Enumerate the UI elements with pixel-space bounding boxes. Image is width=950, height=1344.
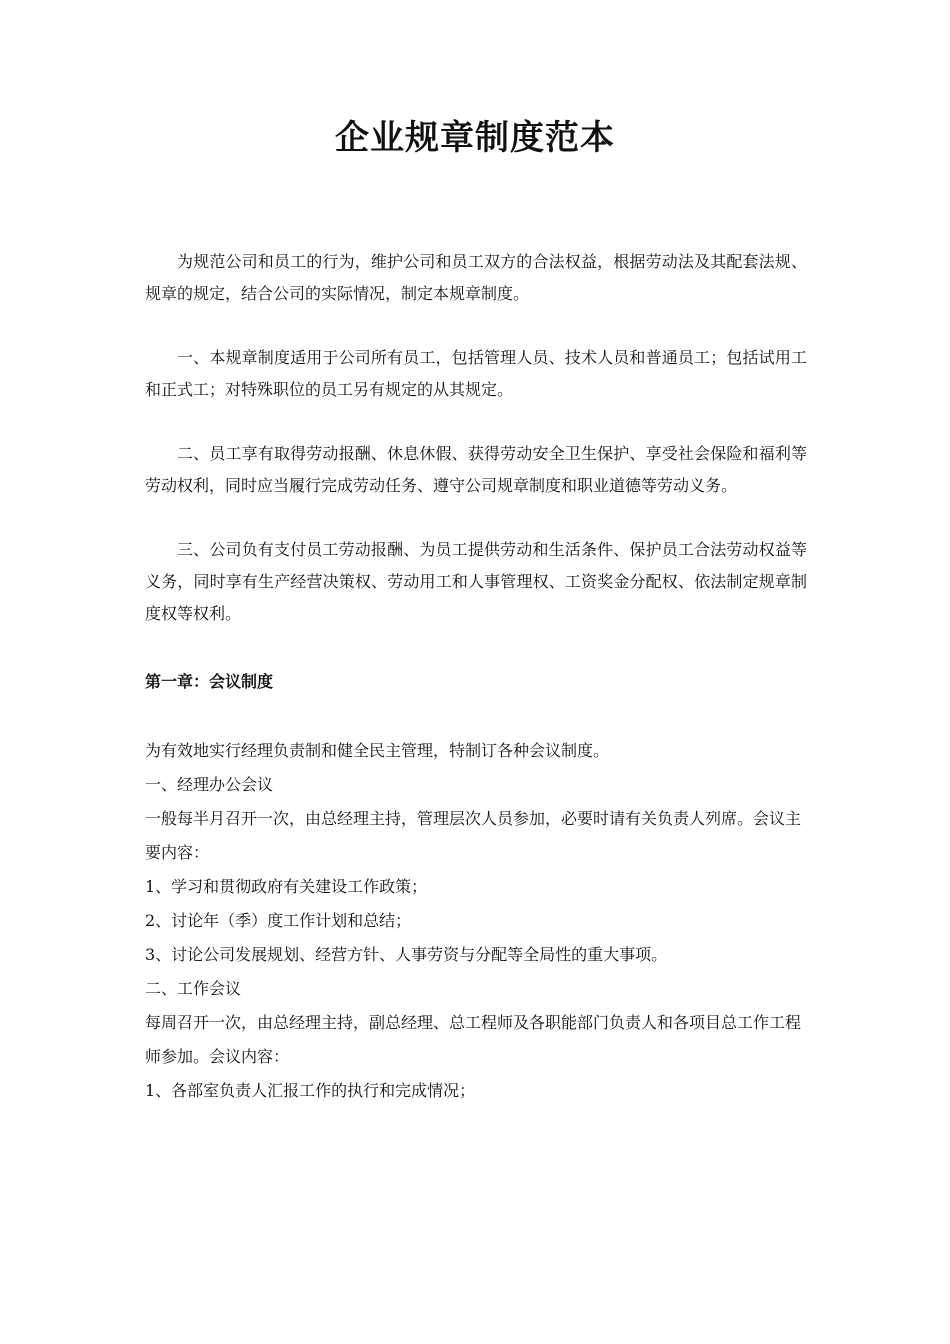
chapter-intro: 为有效地实行经理负责制和健全民主管理，特制订各种会议制度。	[145, 741, 610, 760]
list-item: 1、各部室负责人汇报工作的执行和完成情况；	[145, 1081, 476, 1100]
document-title: 企业规章制度范本	[335, 118, 615, 158]
document-body	[145, 246, 807, 1108]
section-description: 一般每半月召开一次，由总经理主持，管理层次人员参加，必要时请有关负责人列席。会议主要内容：	[145, 809, 802, 862]
section-manager-meeting	[145, 768, 807, 972]
rule-paragraph-scope: 一、本规章制度适用于公司所有员工，包括管理人员、技术人员和普通员工；包括试用工和正式工；对特殊职位的员工另有规定的从其规定。	[145, 348, 807, 399]
list-item: 3、讨论公司发展规划、经营方针、人事劳资与分配等全局性的重大事项。	[145, 945, 668, 964]
chapter-heading: 第一章：会议制度	[145, 672, 274, 691]
section-title: 二、工作会议	[145, 979, 242, 998]
list-item: 2、讨论年（季）度工作计划和总结；	[145, 911, 412, 930]
list-item: 1、学习和贯彻政府有关建设工作政策；	[145, 877, 428, 896]
section-description: 每周召开一次，由总经理主持，副总经理、总工程师及各职能部门负责人和各项目总工作工程师参加。会议内容：	[145, 1013, 802, 1066]
section-work-meeting	[145, 972, 807, 1108]
rule-paragraph-company-duties: 三、公司负有支付员工劳动报酬、为员工提供劳动和生活条件、保护员工合法劳动权益等义务，同时享有生产经营决策权、劳动用工和人事管理权、工资奖金分配权、依法制定规章制度权等权利。	[145, 540, 807, 623]
rule-paragraph-employee-rights: 二、员工享有取得劳动报酬、休息休假、获得劳动安全卫生保护、享受社会保险和福利等劳动权利，同时应当履行完成劳动任务、遵守公司规章制度和职业道德等劳动义务。	[145, 444, 807, 495]
intro-paragraph: 为规范公司和员工的行为，维护公司和员工双方的合法权益，根据劳动法及其配套法规、规章的规定，结合公司的实际情况，制定本规章制度。	[145, 252, 807, 303]
section-title: 一、经理办公会议	[145, 775, 274, 794]
